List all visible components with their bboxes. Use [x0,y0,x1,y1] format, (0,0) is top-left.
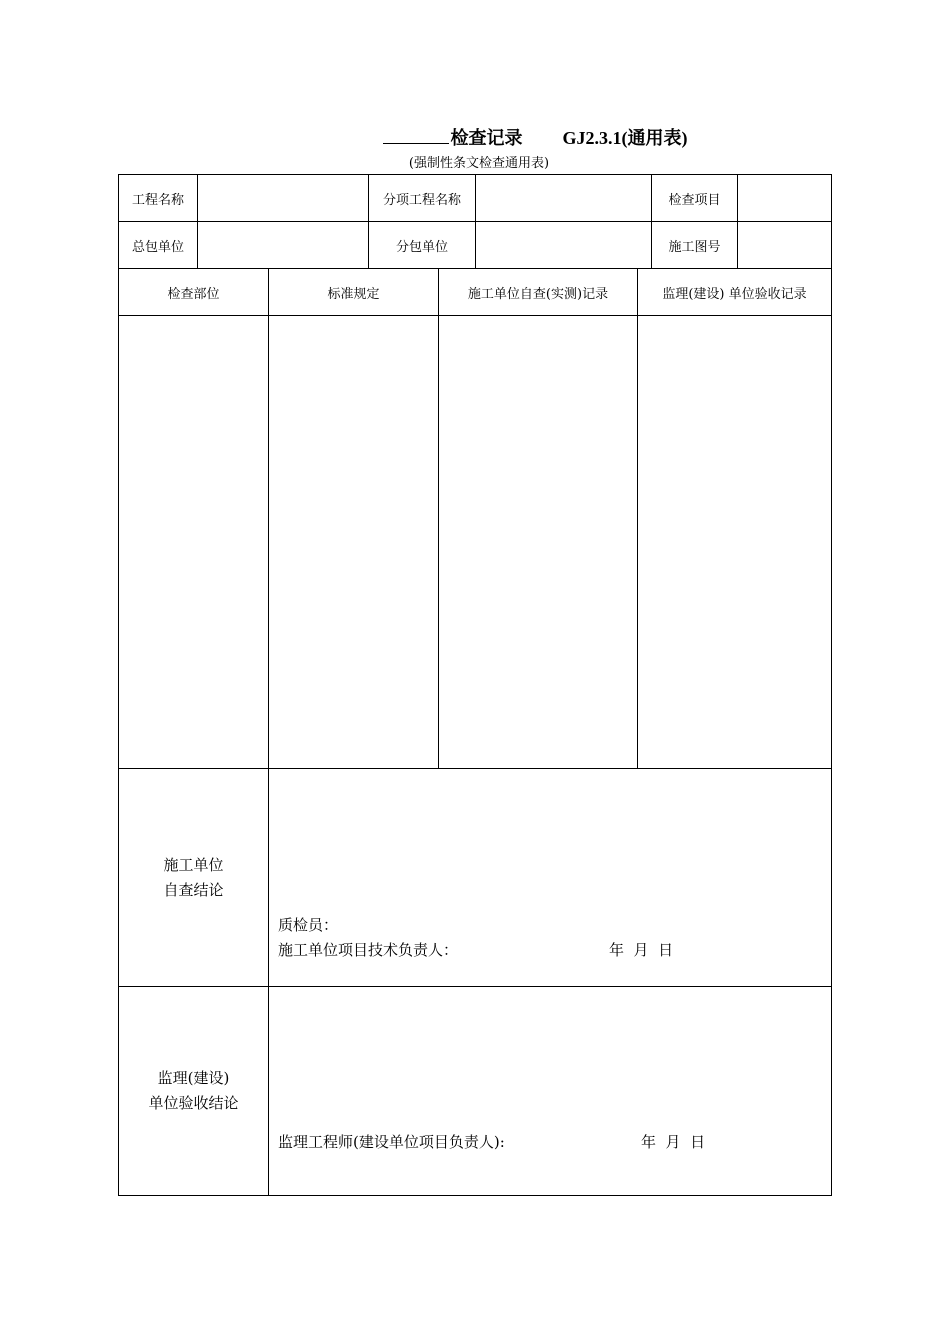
inspection-location-area[interactable] [119,316,269,769]
contractor-conclusion-area[interactable] [269,769,831,987]
title-text: 检查记录 [450,128,523,148]
subcontractor-field[interactable] [476,222,652,269]
supervisor-date-label: 年 月 日 [641,1133,706,1151]
supervisor-record-area[interactable] [638,316,831,769]
inspection-table [118,174,832,1196]
col-header-inspection-location: 检查部位 [119,269,269,316]
contractor-date-label: 年 月 日 [609,941,674,959]
contractor-conclusion-label [119,769,269,987]
col-header-supervisor-record: 监理(建设) 单位验收记录 [638,269,831,316]
form-title [0,124,950,150]
contractor-label-line2: 自查结论 [163,880,224,899]
contractor-record-area[interactable] [439,316,638,769]
general-contractor-field[interactable] [198,222,369,269]
inspection-item-field[interactable] [738,175,831,222]
contractor-label-line1: 施工单位 [163,855,224,874]
inspector-label: 质检员： [278,916,339,934]
drawing-number-field[interactable] [738,222,831,269]
form-subtitle: (强制性条文检查通用表) [408,156,550,171]
col-header-contractor-record: 施工单位自查(实测)记录 [439,269,638,316]
supervising-engineer-label: 监理工程师(建设单位项目负责人): [278,1133,505,1151]
supervisor-label-line2: 单位验收结论 [148,1094,239,1112]
col-header-standard: 标准规定 [269,269,439,316]
title-blank-line[interactable] [383,127,449,144]
inspection-item-label: 检查项目 [652,175,738,222]
general-contractor-label: 总包单位 [119,222,198,269]
project-name-label: 工程名称 [119,175,198,222]
form-code: GJ2.3.1(通用表) [562,128,688,148]
supervisor-label-line1: 监理(建设) [157,1069,230,1087]
drawing-number-label: 施工图号 [652,222,738,269]
sub-project-name-label: 分项工程名称 [369,175,476,222]
sub-project-name-field[interactable] [476,175,652,222]
standard-area[interactable] [269,316,439,769]
project-name-field[interactable] [198,175,369,222]
subcontractor-label: 分包单位 [369,222,476,269]
supervisor-conclusion-area[interactable] [269,987,831,1195]
tech-lead-label: 施工单位项目技术负责人： [278,941,459,959]
supervisor-conclusion-label [119,987,269,1195]
